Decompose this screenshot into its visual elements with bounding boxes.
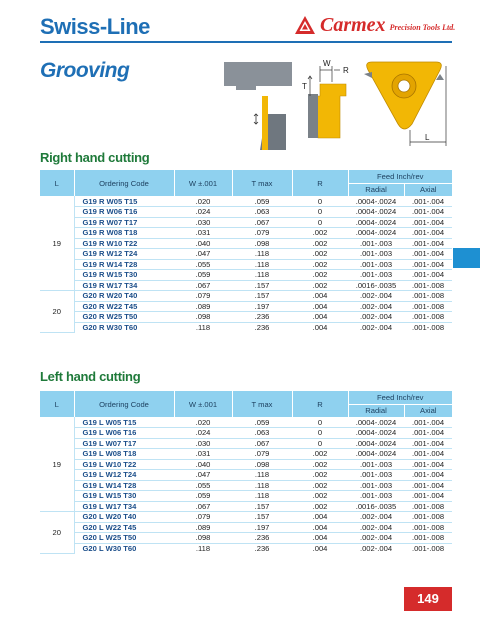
axial-feed-cell: .001-.004 [404,428,452,439]
r-cell: .002 [292,259,348,270]
w-cell: .020 [174,196,232,207]
ordering-code-cell: G19 R W17 T34 [74,280,174,291]
ordering-code-cell: G19 L W06 T16 [74,428,174,439]
r-cell: .002 [292,238,348,249]
table-row [40,291,452,302]
radial-feed-cell: .001-.003 [348,470,404,481]
right-hand-table [40,170,452,333]
tmax-cell: .098 [232,459,292,470]
ordering-code-cell: G19 L W14 T28 [74,480,174,491]
ordering-code-cell: G20 L W30 T60 [82,544,137,553]
table-row [40,228,452,239]
ordering-code-cell: G20 L W20 T40 [74,512,174,523]
r-cell: .004 [292,301,348,312]
tmax-cell: .157 [232,512,292,523]
w-cell: .040 [174,459,232,470]
w-cell: .059 [174,491,232,502]
w-cell: .067 [174,280,232,291]
ordering-code-cell: G19 L W08 T18 [74,449,174,460]
col-header-feed: Feed Inch/rev [348,391,452,404]
radial-feed-cell: .0004-.0024 [348,428,404,439]
tmax-cell: .118 [232,491,292,502]
tmax-cell: .157 [232,501,292,512]
w-cell: .055 [174,259,232,270]
radial-feed-cell: .001-.003 [348,480,404,491]
ordering-code-cell: G19 R W07 T17 [74,217,174,228]
section-tab-marker [453,248,480,268]
w-cell: .040 [174,238,232,249]
ordering-code-cell: G19 L W05 T15 [74,417,174,428]
axial-feed-cell: .001-.008 [404,512,452,523]
ordering-code-cell: G19 L W12 T24 [74,470,174,481]
col-header-r: R [292,391,348,417]
col-header-w: W ±.001 [174,170,232,196]
col-header-radial: Radial [348,183,404,196]
l-size-cell: 19 [40,196,74,291]
radial-feed-cell: .002-.004 [359,323,393,332]
tmax-cell: .079 [232,449,292,460]
col-header-axial: Axial [404,183,452,196]
radial-feed-cell: .0016-.0035 [348,501,404,512]
w-cell: .079 [174,291,232,302]
w-cell: .047 [174,470,232,481]
tmax-cell: .067 [232,217,292,228]
w-cell: .098 [174,312,232,323]
r-cell: .002 [292,280,348,291]
right-hand-heading: Right hand cutting [40,150,150,165]
radial-feed-cell: .001-.003 [348,249,404,260]
axial-feed-cell: .001-.008 [404,291,452,302]
axial-feed-cell: .001-.008 [404,312,452,323]
l-size-cell: 20 [40,512,74,554]
axial-feed-cell: .001-.008 [411,544,445,553]
r-cell: .002 [292,501,348,512]
table-row [40,196,452,207]
radial-feed-cell: .001-.003 [348,491,404,502]
axial-feed-cell: .001-.008 [411,323,445,332]
header-rule [40,41,452,43]
ordering-code-cell: G20 R W20 T40 [74,291,174,302]
table-row [40,459,452,470]
r-cell: .002 [292,480,348,491]
left-hand-table [40,391,452,554]
dimension-w [320,66,332,82]
section-title: Grooving [40,59,130,82]
radial-feed-cell: .001-.003 [348,259,404,270]
table-row [40,207,452,218]
axial-feed-cell: .001-.008 [404,301,452,312]
axial-feed-cell: .001-.008 [404,533,452,544]
col-header-tmax: T max [232,391,292,417]
radial-feed-cell: .0004-.0024 [348,438,404,449]
w-cell: .047 [174,249,232,260]
w-cell: .089 [174,301,232,312]
tmax-cell: .236 [232,312,292,323]
r-cell: 0 [292,207,348,218]
table-row [40,217,452,228]
axial-feed-cell: .001-.008 [404,522,452,533]
l-size-cell: 19 [40,417,74,512]
label-r: R [343,66,349,75]
table-row [40,249,452,260]
table-row [40,480,452,491]
radial-feed-cell: .0004-.0024 [348,217,404,228]
r-cell: 0 [292,196,348,207]
r-cell: 0 [292,438,348,449]
radial-feed-cell: .0004-.0024 [348,228,404,239]
l-size-cell: 20 [40,291,74,333]
radial-feed-cell: .002-.004 [359,544,393,553]
left-hand-heading: Left hand cutting [40,369,141,384]
r-cell: 0 [292,428,348,439]
tmax-cell: .118 [232,480,292,491]
table-row [40,438,452,449]
r-cell: .002 [292,249,348,260]
table-row [40,512,452,523]
ordering-code-cell: G19 R W06 T16 [74,207,174,218]
radial-feed-cell: .002-.004 [348,533,404,544]
ordering-code-cell: G19 L W07 T17 [74,438,174,449]
w-cell: .089 [174,522,232,533]
label-t: T [302,82,307,91]
table-row [40,449,452,460]
brand-logo [294,15,455,35]
header-title: Swiss-Line [40,14,150,39]
ordering-code-cell: G19 R W14 T28 [74,259,174,270]
r-cell: 0 [292,417,348,428]
r-cell: .004 [312,544,328,553]
r-cell: .004 [292,533,348,544]
r-cell: 0 [292,217,348,228]
r-cell: .002 [292,270,348,281]
w-cell: .031 [174,449,232,460]
table-row [40,238,452,249]
page-number: 149 [404,587,452,611]
ordering-code-cell: G20 R W30 T60 [82,323,138,332]
r-cell: .002 [292,491,348,502]
axial-feed-cell: .001-.004 [404,438,452,449]
table-row [40,470,452,481]
col-header-axial: Axial [404,404,452,417]
dimension-t [308,76,312,96]
axial-feed-cell: .001-.004 [404,459,452,470]
tmax-cell: .079 [232,228,292,239]
col-header-tmax: T max [232,170,292,196]
w-cell: .098 [174,533,232,544]
col-header-l: L [40,170,74,196]
grooving-illustration [222,56,452,152]
radial-feed-cell: .002-.004 [348,522,404,533]
tmax-cell: .063 [232,207,292,218]
w-cell: .079 [174,512,232,523]
ordering-code-cell: G20 R W22 T45 [74,301,174,312]
col-header-code: Ordering Code [74,170,174,196]
triangle-insert-icon [364,62,444,129]
tmax-cell: .197 [232,301,292,312]
w-cell: .059 [174,270,232,281]
w-cell: .118 [195,544,211,553]
w-cell: .030 [174,217,232,228]
axial-feed-cell: .001-.004 [404,217,452,228]
axial-feed-cell: .001-.004 [404,449,452,460]
radial-feed-cell: .0004-.0024 [348,449,404,460]
w-cell: .067 [174,501,232,512]
axial-feed-cell: .001-.004 [404,480,452,491]
tmax-cell: .118 [232,470,292,481]
r-cell: .002 [292,228,348,239]
table-row [40,417,452,428]
tmax-cell: .118 [232,270,292,281]
table-row [40,301,452,312]
tmax-cell: .197 [232,522,292,533]
table-row [40,428,452,439]
tmax-cell: .118 [232,259,292,270]
tmax-cell: .236 [232,533,292,544]
axial-feed-cell: .001-.004 [404,259,452,270]
radial-feed-cell: .002-.004 [348,512,404,523]
axial-feed-cell: .001-.004 [404,207,452,218]
axial-feed-cell: .001-.004 [404,491,452,502]
r-cell: .002 [292,449,348,460]
carmex-logo-icon [294,15,316,35]
radial-feed-cell: .001-.003 [348,459,404,470]
ordering-code-cell: G20 L W22 T45 [74,522,174,533]
table-row [40,501,452,512]
table-row [40,533,452,544]
tmax-cell: .059 [232,196,292,207]
radial-feed-cell: .002-.004 [348,291,404,302]
radial-feed-cell: .0004-.0024 [348,207,404,218]
ordering-code-cell: G20 R W25 T50 [74,312,174,323]
ordering-code-cell: G19 L W17 T34 [74,501,174,512]
r-cell: .004 [292,522,348,533]
col-header-code: Ordering Code [74,391,174,417]
radial-feed-cell: .002-.004 [348,301,404,312]
table-row [40,322,452,333]
w-cell: .030 [174,438,232,449]
r-cell: .002 [292,459,348,470]
axial-feed-cell: .001-.004 [404,470,452,481]
ordering-code-cell: G19 R W05 T15 [74,196,174,207]
axial-feed-cell: .001-.004 [404,249,452,260]
w-cell: .118 [195,323,211,332]
radial-feed-cell: .001-.003 [348,238,404,249]
ordering-code-cell: G20 L W25 T50 [74,533,174,544]
w-cell: .055 [174,480,232,491]
table-row [40,270,452,281]
r-cell: .002 [292,470,348,481]
w-cell: .024 [174,428,232,439]
table-row [40,543,452,554]
ordering-code-cell: G19 L W10 T22 [74,459,174,470]
table-row [40,491,452,502]
axial-feed-cell: .001-.004 [404,228,452,239]
ordering-code-cell: G19 R W08 T18 [74,228,174,239]
tmax-cell: .157 [232,280,292,291]
r-cell: .004 [292,512,348,523]
rotation-arrow-icon [254,114,258,124]
w-cell: .031 [174,228,232,239]
table-row [40,259,452,270]
axial-feed-cell: .001-.008 [404,501,452,512]
brand-subtitle: Precision Tools Ltd. [389,23,456,32]
radial-feed-cell: .0004-.0024 [348,417,404,428]
table-row [40,522,452,533]
table-row [40,280,452,291]
r-cell: .004 [292,312,348,323]
axial-feed-cell: .001-.004 [404,270,452,281]
radial-feed-cell: .002-.004 [348,312,404,323]
axial-feed-cell: .001-.008 [404,280,452,291]
ordering-code-cell: G19 R W10 T22 [74,238,174,249]
axial-feed-cell: .001-.004 [404,238,452,249]
radial-feed-cell: .001-.003 [348,270,404,281]
label-l: L [425,133,430,142]
brand-name: Carmex [320,14,386,36]
tmax-cell: .236 [254,323,270,332]
insert-side-view [314,84,346,138]
col-header-w: W ±.001 [174,391,232,417]
radial-feed-cell: .0004-.0024 [348,196,404,207]
radial-feed-cell: .0016-.0035 [348,280,404,291]
axial-feed-cell: .001-.004 [404,196,452,207]
tmax-cell: .067 [232,438,292,449]
col-header-l: L [40,391,74,417]
r-cell: .004 [312,323,328,332]
workpiece-shape [224,62,292,86]
table-row [40,312,452,323]
ordering-code-cell: G19 R W12 T24 [74,249,174,260]
axial-feed-cell: .001-.004 [404,417,452,428]
tmax-cell: .118 [232,249,292,260]
w-cell: .024 [174,207,232,218]
ordering-code-cell: G19 R W15 T30 [74,270,174,281]
ordering-code-cell: G19 L W15 T30 [74,491,174,502]
col-header-feed: Feed Inch/rev [348,170,452,183]
tmax-cell: .059 [232,417,292,428]
tmax-cell: .236 [254,544,270,553]
tmax-cell: .063 [232,428,292,439]
tmax-cell: .098 [232,238,292,249]
col-header-r: R [292,170,348,196]
r-cell: .004 [292,291,348,302]
w-cell: .020 [174,417,232,428]
label-w: W [323,59,331,68]
tmax-cell: .157 [232,291,292,302]
col-header-radial: Radial [348,404,404,417]
